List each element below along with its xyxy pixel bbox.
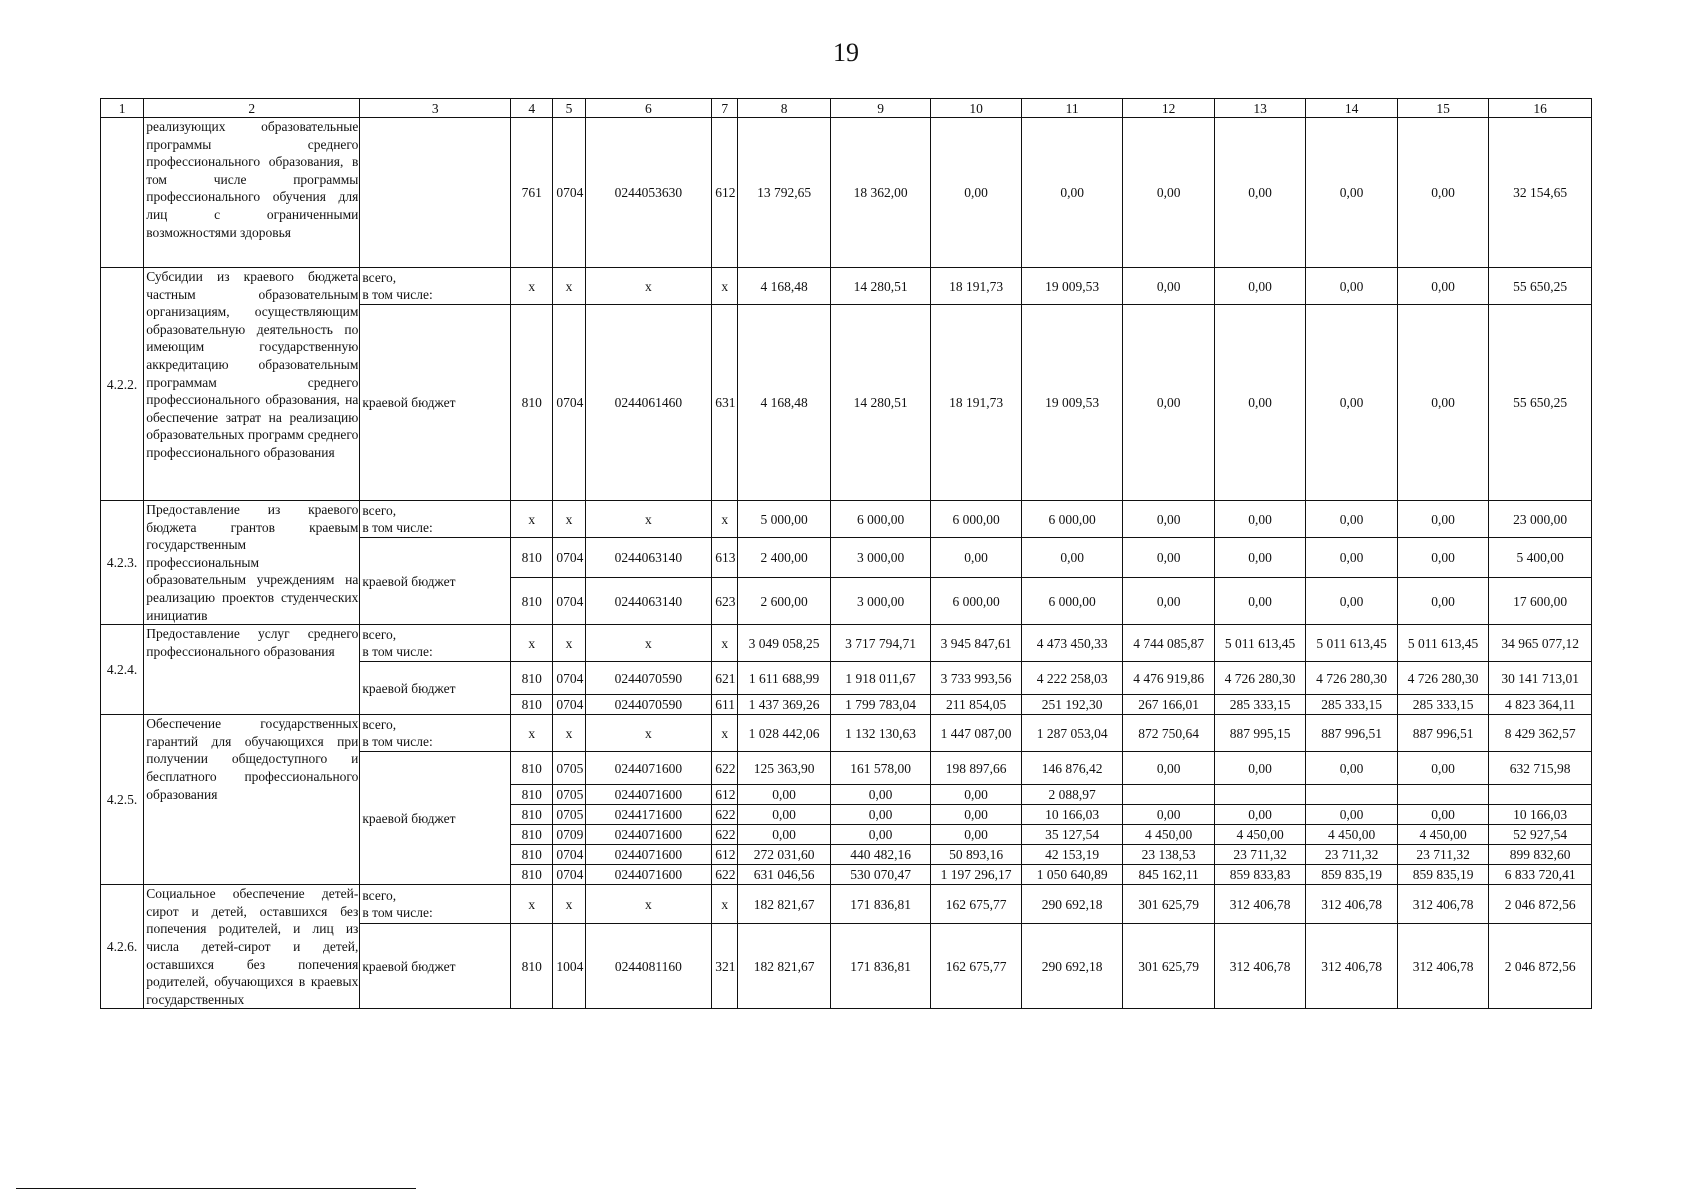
- code-cell-c7: 621: [712, 662, 738, 695]
- section-number: 4.2.2.: [101, 268, 144, 501]
- value-cell: 0,00: [931, 805, 1021, 825]
- column-header: 16: [1489, 99, 1592, 118]
- total-value-cell: 301 625,79: [1123, 885, 1214, 924]
- section-name: Субсидии из краевого бюджета частным образовательным организациям, осуществляющим образовательную деятельность по имеющим государственную аккредитацию образовательным программам среднего профессионального образования, на обеспечение затрат на реализацию образовательных программ среднего профессионального образования: [144, 268, 360, 501]
- column-header: 1: [101, 99, 144, 118]
- value-cell: 3 000,00: [830, 538, 931, 578]
- value-cell: 285 333,15: [1397, 695, 1488, 715]
- code-cell-c5: 0704: [553, 578, 585, 625]
- section-name: Предоставление из краевого бюджета грантов краевым государственным профессиональным образовательным учреждениям на реализацию проектов студенческих инициатив: [144, 501, 360, 625]
- column-header: 6: [585, 99, 712, 118]
- total-value-cell: 171 836,81: [830, 885, 931, 924]
- x-cell: х: [712, 715, 738, 752]
- code-cell-c4: 810: [511, 752, 553, 785]
- code-cell-c5: 0704: [553, 865, 585, 885]
- value-cell: 0,00: [1397, 538, 1488, 578]
- value-cell: 171 836,81: [830, 924, 931, 1009]
- code-cell-c6: 0244071600: [585, 865, 712, 885]
- value-cell: 312 406,78: [1214, 924, 1305, 1009]
- code-cell-c5: 0705: [553, 752, 585, 785]
- value-cell: 1 918 011,67: [830, 662, 931, 695]
- section-total-row: [101, 625, 1592, 662]
- column-header: 5: [553, 99, 585, 118]
- value-cell: 0,00: [1306, 805, 1397, 825]
- column-header: 14: [1306, 99, 1397, 118]
- footnote-line: [16, 1188, 416, 1189]
- value-cell: 0,00: [1397, 805, 1488, 825]
- section-total-row: [101, 715, 1592, 752]
- total-value-cell: 887 995,15: [1214, 715, 1305, 752]
- value-cell: 0,00: [1214, 538, 1305, 578]
- code-cell-c4: 810: [511, 785, 553, 805]
- total-value-cell: 0,00: [1306, 501, 1397, 538]
- value-cell: 859 833,83: [1214, 865, 1305, 885]
- total-value-cell: 6 000,00: [1021, 501, 1123, 538]
- total-value-cell: 1 447 087,00: [931, 715, 1021, 752]
- value-cell: 0,00: [1123, 118, 1214, 268]
- value-cell: 859 835,19: [1397, 865, 1488, 885]
- section-number: 4.2.3.: [101, 501, 144, 625]
- x-cell: х: [553, 268, 585, 305]
- x-cell: х: [712, 501, 738, 538]
- value-cell: 859 835,19: [1306, 865, 1397, 885]
- total-label-vtom: в том числе:: [362, 644, 433, 660]
- value-cell: 0,00: [830, 805, 931, 825]
- value-cell: 23 711,32: [1397, 845, 1488, 865]
- value-cell: 6 000,00: [1021, 578, 1123, 625]
- total-value-cell: 5 011 613,45: [1306, 625, 1397, 662]
- section-number: 4.2.5.: [101, 715, 144, 885]
- total-label-vsego: всего,: [362, 503, 397, 518]
- code-cell-c5: 0705: [553, 785, 585, 805]
- x-cell: х: [511, 885, 553, 924]
- value-cell: 845 162,11: [1123, 865, 1214, 885]
- column-header: 3: [360, 99, 511, 118]
- total-value-cell: 19 009,53: [1021, 268, 1123, 305]
- value-cell: 3 733 993,56: [931, 662, 1021, 695]
- value-cell: 301 625,79: [1123, 924, 1214, 1009]
- code-cell-c5: 1004: [553, 924, 585, 1009]
- value-cell: 1 197 296,17: [931, 865, 1021, 885]
- column-header: 10: [931, 99, 1021, 118]
- value-cell: 146 876,42: [1021, 752, 1123, 785]
- value-cell: 55 650,25: [1489, 305, 1592, 501]
- x-cell: х: [553, 715, 585, 752]
- total-label: [360, 625, 511, 662]
- code-cell-c5: 0704: [553, 662, 585, 695]
- total-value-cell: 3 717 794,71: [830, 625, 931, 662]
- total-value-cell: 1 028 442,06: [738, 715, 830, 752]
- value-cell: [1123, 785, 1214, 805]
- value-cell: [1214, 785, 1305, 805]
- total-value-cell: 3 945 847,61: [931, 625, 1021, 662]
- total-value-cell: 312 406,78: [1306, 885, 1397, 924]
- value-cell: 0,00: [830, 785, 931, 805]
- code-cell-c5: 0709: [553, 825, 585, 845]
- section-number: 4.2.4.: [101, 625, 144, 715]
- total-value-cell: 0,00: [1397, 268, 1488, 305]
- x-cell: х: [585, 625, 712, 662]
- value-cell: 0,00: [1397, 305, 1488, 501]
- value-cell: 2 400,00: [738, 538, 830, 578]
- value-cell: 2 088,97: [1021, 785, 1123, 805]
- code-cell-c7: 612: [712, 845, 738, 865]
- total-value-cell: 18 191,73: [931, 268, 1021, 305]
- total-value-cell: 4 744 085,87: [1123, 625, 1214, 662]
- x-cell: х: [585, 501, 712, 538]
- column-header: 8: [738, 99, 830, 118]
- value-cell: 50 893,16: [931, 845, 1021, 865]
- code-cell-c6: 0244081160: [585, 924, 712, 1009]
- section-total-row: [101, 885, 1592, 924]
- code-cell-c6: 0244071600: [585, 825, 712, 845]
- total-value-cell: 5 011 613,45: [1214, 625, 1305, 662]
- value-cell: 161 578,00: [830, 752, 931, 785]
- x-cell: х: [511, 715, 553, 752]
- value-cell: 631 046,56: [738, 865, 830, 885]
- value-cell: 35 127,54: [1021, 825, 1123, 845]
- total-value-cell: 312 406,78: [1214, 885, 1305, 924]
- code-cell-c7: 613: [712, 538, 738, 578]
- code-cell-c6: 0244063140: [585, 578, 712, 625]
- value-cell: 4 450,00: [1397, 825, 1488, 845]
- value-cell: 312 406,78: [1306, 924, 1397, 1009]
- value-cell: 14 280,51: [830, 305, 931, 501]
- code-cell-c4: 810: [511, 662, 553, 695]
- total-value-cell: 887 996,51: [1306, 715, 1397, 752]
- x-cell: х: [511, 501, 553, 538]
- total-value-cell: 0,00: [1397, 501, 1488, 538]
- value-cell: 290 692,18: [1021, 924, 1123, 1009]
- total-value-cell: 872 750,64: [1123, 715, 1214, 752]
- value-cell: 17 600,00: [1489, 578, 1592, 625]
- column-header: 2: [144, 99, 360, 118]
- x-cell: х: [712, 885, 738, 924]
- total-value-cell: 0,00: [1123, 268, 1214, 305]
- value-cell: 1 050 640,89: [1021, 865, 1123, 885]
- code-cell-c4: 810: [511, 845, 553, 865]
- value-cell: 4 222 258,03: [1021, 662, 1123, 695]
- total-value-cell: 4 473 450,33: [1021, 625, 1123, 662]
- value-cell: 4 168,48: [738, 305, 830, 501]
- column-header: 9: [830, 99, 931, 118]
- value-cell: 182 821,67: [738, 924, 830, 1009]
- total-label: [360, 501, 511, 538]
- value-cell: 530 070,47: [830, 865, 931, 885]
- value-cell: 0,00: [1123, 538, 1214, 578]
- value-cell: 18 191,73: [931, 305, 1021, 501]
- total-value-cell: 2 046 872,56: [1489, 885, 1592, 924]
- total-value-cell: 5 000,00: [738, 501, 830, 538]
- header-row: [101, 99, 1592, 118]
- code-cell-c4: 761: [511, 118, 553, 268]
- code-cell-c4: 810: [511, 695, 553, 715]
- value-cell: 3 000,00: [830, 578, 931, 625]
- continuation-row: [101, 118, 1592, 268]
- code-cell-c4: 810: [511, 805, 553, 825]
- item-name-cell: реализующих образовательные программы среднего профессионального образования, в том числе программы профессионального обучения для лиц с ограниченными возможностями здоровья: [144, 118, 360, 268]
- value-cell: 0,00: [1021, 538, 1123, 578]
- code-cell-c6: 0244071600: [585, 845, 712, 865]
- page-number: 19: [833, 38, 859, 67]
- total-value-cell: 6 000,00: [830, 501, 931, 538]
- value-cell: 285 333,15: [1214, 695, 1305, 715]
- code-cell-c7: 631: [712, 305, 738, 501]
- value-cell: 0,00: [1123, 752, 1214, 785]
- value-cell: 632 715,98: [1489, 752, 1592, 785]
- source-label: краевой бюджет: [360, 662, 511, 715]
- value-cell: 1 611 688,99: [738, 662, 830, 695]
- value-cell: 0,00: [931, 538, 1021, 578]
- code-cell-c5: 0704: [553, 305, 585, 501]
- code-cell-c5: 0704: [553, 118, 585, 268]
- total-label-vsego: всего,: [362, 888, 397, 904]
- value-cell: 0,00: [1123, 805, 1214, 825]
- value-cell: 125 363,90: [738, 752, 830, 785]
- total-value-cell: 14 280,51: [830, 268, 931, 305]
- total-value-cell: 1 132 130,63: [830, 715, 931, 752]
- code-cell-c7: 622: [712, 825, 738, 845]
- x-cell: х: [511, 625, 553, 662]
- code-cell-c7: 612: [712, 118, 738, 268]
- code-cell-c7: 612: [712, 785, 738, 805]
- value-cell: 1 437 369,26: [738, 695, 830, 715]
- value-cell: 0,00: [1306, 578, 1397, 625]
- value-cell: 19 009,53: [1021, 305, 1123, 501]
- column-header: 12: [1123, 99, 1214, 118]
- total-value-cell: 887 996,51: [1397, 715, 1488, 752]
- value-cell: 4 823 364,11: [1489, 695, 1592, 715]
- section-name: Социальное обеспечение детей-сирот и детей, оставшихся без попечения родителей, и лиц из числа детей-сирот и детей, оставшихся без попечения родителей, обучающихся в краевых государственных: [144, 885, 360, 1009]
- value-cell: 0,00: [1306, 538, 1397, 578]
- code-cell-c6: 0244171600: [585, 805, 712, 825]
- total-label-vsego: всего,: [362, 717, 397, 733]
- budget-table: [100, 98, 1592, 1009]
- x-cell: х: [712, 625, 738, 662]
- source-label: краевой бюджет: [360, 924, 511, 1009]
- total-value-cell: 6 000,00: [931, 501, 1021, 538]
- source-label: краевой бюджет: [360, 305, 511, 501]
- value-cell: 0,00: [1214, 578, 1305, 625]
- section-name: Обеспечение государственных гарантий для обучающихся при получении общедоступного и бесплатного профессионального образования: [144, 715, 360, 885]
- x-cell: х: [585, 268, 712, 305]
- total-value-cell: 8 429 362,57: [1489, 715, 1592, 752]
- value-cell: 440 482,16: [830, 845, 931, 865]
- value-cell: 0,00: [1397, 118, 1488, 268]
- value-cell: 30 141 713,01: [1489, 662, 1592, 695]
- value-cell: 0,00: [1214, 305, 1305, 501]
- value-cell: 0,00: [1397, 578, 1488, 625]
- value-cell: 285 333,15: [1306, 695, 1397, 715]
- value-cell: 0,00: [738, 825, 830, 845]
- total-label: [360, 268, 511, 305]
- value-cell: 198 897,66: [931, 752, 1021, 785]
- section-total-row: [101, 268, 1592, 305]
- value-cell: 0,00: [1306, 305, 1397, 501]
- value-cell: 23 138,53: [1123, 845, 1214, 865]
- total-value-cell: 0,00: [1214, 501, 1305, 538]
- code-cell-c5: 0705: [553, 805, 585, 825]
- value-cell: 5 400,00: [1489, 538, 1592, 578]
- value-cell: 272 031,60: [738, 845, 830, 865]
- source-label: краевой бюджет: [360, 538, 511, 625]
- code-cell-c4: 810: [511, 538, 553, 578]
- value-cell: 42 153,19: [1021, 845, 1123, 865]
- total-value-cell: 0,00: [1306, 268, 1397, 305]
- value-cell: 0,00: [1123, 305, 1214, 501]
- value-cell: 0,00: [738, 785, 830, 805]
- total-label-vtom: в том числе:: [362, 905, 433, 921]
- total-value-cell: 23 000,00: [1489, 501, 1592, 538]
- value-cell: 4 726 280,30: [1306, 662, 1397, 695]
- source-label: краевой бюджет: [360, 752, 511, 885]
- code-cell-c7: 622: [712, 805, 738, 825]
- value-cell: 162 675,77: [931, 924, 1021, 1009]
- value-cell: 2 600,00: [738, 578, 830, 625]
- total-label-vsego: всего,: [362, 270, 397, 285]
- value-cell: [1489, 785, 1592, 805]
- code-cell-c6: 0244071600: [585, 785, 712, 805]
- value-cell: 4 450,00: [1123, 825, 1214, 845]
- code-cell-c6: 0244071600: [585, 752, 712, 785]
- column-header: 13: [1214, 99, 1305, 118]
- value-cell: 0,00: [931, 825, 1021, 845]
- value-cell: 0,00: [931, 785, 1021, 805]
- value-cell: 13 792,65: [738, 118, 830, 268]
- value-cell: 251 192,30: [1021, 695, 1123, 715]
- value-cell: 267 166,01: [1123, 695, 1214, 715]
- value-cell: [1306, 785, 1397, 805]
- value-cell: 0,00: [1306, 752, 1397, 785]
- value-cell: 32 154,65: [1489, 118, 1592, 268]
- section-name: Предоставление услуг среднего профессионального образования: [144, 625, 360, 715]
- section-total-row: [101, 501, 1592, 538]
- code-cell-c7: 321: [712, 924, 738, 1009]
- value-cell: 4 450,00: [1306, 825, 1397, 845]
- value-cell: 6 000,00: [931, 578, 1021, 625]
- code-cell-c4: 810: [511, 305, 553, 501]
- column-header: 11: [1021, 99, 1123, 118]
- value-cell: 0,00: [1021, 118, 1123, 268]
- value-cell: 0,00: [1214, 752, 1305, 785]
- total-value-cell: 290 692,18: [1021, 885, 1123, 924]
- value-cell: 23 711,32: [1306, 845, 1397, 865]
- code-cell-c6: 0244053630: [585, 118, 712, 268]
- column-header: 7: [712, 99, 738, 118]
- total-value-cell: 1 287 053,04: [1021, 715, 1123, 752]
- x-cell: х: [511, 268, 553, 305]
- value-cell: 0,00: [1214, 118, 1305, 268]
- value-cell: 899 832,60: [1489, 845, 1592, 865]
- value-cell: 4 726 280,30: [1214, 662, 1305, 695]
- code-cell-c5: 0704: [553, 695, 585, 715]
- value-cell: 0,00: [830, 825, 931, 845]
- value-cell: 0,00: [1306, 118, 1397, 268]
- value-cell: 2 046 872,56: [1489, 924, 1592, 1009]
- code-cell-c5: 0704: [553, 538, 585, 578]
- code-cell-c7: 622: [712, 752, 738, 785]
- total-value-cell: 182 821,67: [738, 885, 830, 924]
- value-cell: 312 406,78: [1397, 924, 1488, 1009]
- total-value-cell: 0,00: [1214, 268, 1305, 305]
- total-value-cell: 3 049 058,25: [738, 625, 830, 662]
- total-label-vtom: в том числе:: [362, 734, 433, 750]
- value-cell: 10 166,03: [1021, 805, 1123, 825]
- x-cell: х: [553, 501, 585, 538]
- total-label: [360, 715, 511, 752]
- total-value-cell: 55 650,25: [1489, 268, 1592, 305]
- code-cell-c4: 810: [511, 825, 553, 845]
- section-number: 4.2.6.: [101, 885, 144, 1009]
- value-cell: 0,00: [1214, 805, 1305, 825]
- total-value-cell: 162 675,77: [931, 885, 1021, 924]
- value-cell: 52 927,54: [1489, 825, 1592, 845]
- value-cell: 4 726 280,30: [1397, 662, 1488, 695]
- code-cell-c6: 0244070590: [585, 662, 712, 695]
- total-label-vtom: в том числе:: [362, 287, 433, 302]
- source-cell: [360, 118, 511, 268]
- total-label-vsego: всего,: [362, 627, 397, 643]
- code-cell-c4: 810: [511, 578, 553, 625]
- value-cell: 23 711,32: [1214, 845, 1305, 865]
- value-cell: 4 450,00: [1214, 825, 1305, 845]
- total-value-cell: 34 965 077,12: [1489, 625, 1592, 662]
- x-cell: х: [585, 715, 712, 752]
- value-cell: 4 476 919,86: [1123, 662, 1214, 695]
- code-cell-c6: 0244061460: [585, 305, 712, 501]
- code-cell-c7: 622: [712, 865, 738, 885]
- total-value-cell: 0,00: [1123, 501, 1214, 538]
- value-cell: 0,00: [931, 118, 1021, 268]
- value-cell: 0,00: [1397, 752, 1488, 785]
- total-value-cell: 4 168,48: [738, 268, 830, 305]
- x-cell: х: [712, 268, 738, 305]
- value-cell: 0,00: [738, 805, 830, 825]
- value-cell: 1 799 783,04: [830, 695, 931, 715]
- code-cell-c7: 623: [712, 578, 738, 625]
- code-cell-c5: 0704: [553, 845, 585, 865]
- x-cell: х: [553, 885, 585, 924]
- code-cell-c6: 0244070590: [585, 695, 712, 715]
- value-cell: 18 362,00: [830, 118, 931, 268]
- value-cell: 0,00: [1123, 578, 1214, 625]
- total-value-cell: 312 406,78: [1397, 885, 1488, 924]
- code-cell-c7: 611: [712, 695, 738, 715]
- total-label: [360, 885, 511, 924]
- item-number-cell: [101, 118, 144, 268]
- total-value-cell: 5 011 613,45: [1397, 625, 1488, 662]
- column-header: 15: [1397, 99, 1488, 118]
- total-label-vtom: в том числе:: [362, 520, 433, 535]
- value-cell: [1397, 785, 1488, 805]
- value-cell: 6 833 720,41: [1489, 865, 1592, 885]
- x-cell: х: [585, 885, 712, 924]
- code-cell-c4: 810: [511, 924, 553, 1009]
- code-cell-c6: 0244063140: [585, 538, 712, 578]
- value-cell: 10 166,03: [1489, 805, 1592, 825]
- x-cell: х: [553, 625, 585, 662]
- column-header: 4: [511, 99, 553, 118]
- code-cell-c4: 810: [511, 865, 553, 885]
- value-cell: 211 854,05: [931, 695, 1021, 715]
